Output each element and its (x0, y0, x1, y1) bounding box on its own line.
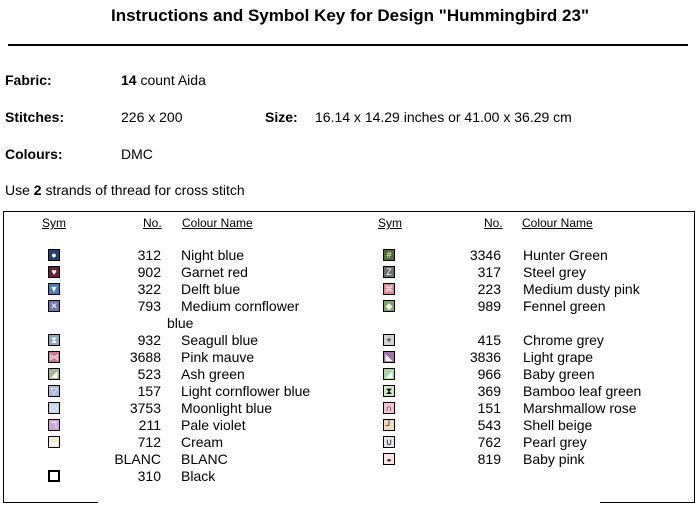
colour-number: 3346 (469, 247, 501, 263)
colour-number: 966 (477, 366, 501, 382)
header-no-right: No. (484, 216, 503, 230)
z-icon: Z (383, 266, 395, 278)
size-value: 16.14 x 14.29 inches or 41.00 x 36.29 cm (315, 109, 572, 125)
colour-name: Chrome grey (523, 332, 604, 348)
colour-number: 712 (137, 434, 161, 450)
arch-icon: ∩ (383, 402, 395, 414)
fabric-count: 14 (121, 72, 137, 88)
heart-icon: ♥ (48, 266, 60, 278)
colour-name: Baby pink (523, 451, 585, 467)
fabric-type: count Aida (136, 72, 206, 88)
colour-name: Baby green (523, 366, 595, 382)
corner-triangle-icon: ◢ (383, 368, 395, 380)
table-bottom-right-rule (600, 502, 695, 503)
colour-number: 932 (137, 332, 161, 348)
colours-value: DMC (121, 146, 153, 162)
colour-name: Shell beige (523, 417, 593, 433)
colour-name: Pale violet (181, 417, 246, 433)
colour-number: 223 (477, 281, 501, 297)
header-name-right: Colour Name (522, 216, 593, 230)
colour-name: Ash green (181, 366, 245, 382)
diamond-filled-icon: ◆ (383, 300, 395, 312)
key-row (0, 383, 700, 400)
strands-prefix: Use (5, 182, 34, 198)
colour-number: 151 (477, 400, 501, 416)
colour-number: 3753 (129, 400, 161, 416)
corner-icon: ┘ (383, 419, 395, 431)
colour-name: Pink mauve (181, 349, 255, 365)
strands-instruction (5, 182, 245, 198)
colour-name: Light grape (523, 349, 594, 365)
cup-icon: ∪ (383, 436, 395, 448)
key-row (0, 451, 700, 468)
table-bottom-left-rule (3, 502, 98, 503)
colour-name: Night blue (181, 247, 245, 263)
colour-number: 317 (477, 264, 501, 280)
header-name-left: Colour Name (182, 216, 253, 230)
strands-suffix: strands of thread for cross stitch (41, 182, 245, 198)
key-row (0, 349, 700, 366)
stitches-value: 226 x 200 (121, 109, 183, 125)
colour-number: 157 (137, 383, 161, 399)
colour-number: 310 (137, 468, 161, 484)
key-row (0, 468, 700, 485)
colour-name: Hunter Green (523, 247, 608, 263)
colour-name-continuation: blue (167, 315, 194, 331)
strands-count: 2 (33, 182, 42, 198)
half-circle-icon: ◒ (383, 453, 395, 465)
colour-name: Pearl grey (523, 434, 587, 450)
colour-name: Cream (181, 434, 224, 450)
hourglass-icon: ⧗ (383, 385, 395, 397)
fabric-label: Fabric: (5, 72, 52, 88)
hook-icon: ℸ (48, 419, 60, 431)
colour-name: BLANC (181, 451, 228, 467)
colour-number: BLANC (114, 451, 161, 467)
colour-name: Light cornflower blue (181, 383, 311, 399)
key-row (0, 366, 700, 383)
key-row (0, 417, 700, 434)
fabric-value (121, 72, 206, 88)
x-icon: ✕ (48, 300, 60, 312)
key-row (0, 400, 700, 417)
size-label: Size: (265, 109, 298, 125)
colour-name: Delft blue (181, 281, 241, 297)
colour-number: 3836 (469, 349, 501, 365)
colour-name: Steel grey (523, 264, 587, 280)
corner-triangle-icon: ◢ (48, 368, 60, 380)
bar-icon: ▬ (49, 437, 59, 447)
colour-name: Fennel green (523, 298, 606, 314)
key-row (0, 281, 700, 298)
colour-number: 762 (477, 434, 501, 450)
knot-icon: ⌘ (384, 284, 394, 294)
colour-name: Garnet red (181, 264, 248, 280)
colour-name: Bamboo leaf green (523, 383, 642, 399)
header-sym-right: Sym (378, 216, 402, 230)
page-title: Instructions and Symbol Key for Design "Hummingbird 23" (110, 6, 590, 25)
plus-icon: + (383, 334, 395, 346)
stitches-label: Stitches: (5, 109, 65, 125)
down-triangle-icon: ▼ (49, 284, 59, 294)
down-triangle-outline-icon: ▽ (48, 385, 60, 397)
hourglass-icon: ⧗ (48, 334, 60, 346)
colour-name: Medium dusty pink (523, 281, 640, 297)
colour-name: Moonlight blue (181, 400, 273, 416)
colour-number: 3688 (129, 349, 161, 365)
colour-name: Medium cornflower (181, 298, 300, 314)
colour-number: 819 (477, 451, 501, 467)
colour-name: Seagull blue (181, 332, 259, 348)
colour-number: 312 (137, 247, 161, 263)
colour-name: Marshmallow rose (523, 400, 637, 416)
title-divider (8, 44, 688, 46)
key-row (0, 298, 700, 315)
square-outline-icon (48, 470, 60, 482)
key-row (0, 332, 700, 349)
header-sym-left: Sym (42, 216, 66, 230)
colours-label: Colours: (5, 146, 63, 162)
colour-number: 989 (477, 298, 501, 314)
colour-number: 523 (137, 366, 161, 382)
colour-name: Black (181, 468, 216, 484)
key-row (0, 434, 700, 451)
colour-number: 322 (137, 281, 161, 297)
bowtie-icon: ⋈ (49, 352, 59, 362)
colour-number: 793 (137, 298, 161, 314)
key-row (0, 247, 700, 264)
colour-number: 369 (477, 383, 501, 399)
diamond-icon: ◇ (48, 402, 60, 414)
circle-icon: ● (48, 249, 60, 261)
colour-number: 415 (477, 332, 501, 348)
colour-number: 543 (477, 417, 501, 433)
colour-number: 211 (138, 417, 161, 433)
corner-triangle-left-icon: ◣ (383, 351, 395, 363)
colour-number: 902 (137, 264, 161, 280)
hash-icon: # (383, 249, 395, 261)
header-no-left: No. (143, 216, 162, 230)
key-row (0, 264, 700, 281)
